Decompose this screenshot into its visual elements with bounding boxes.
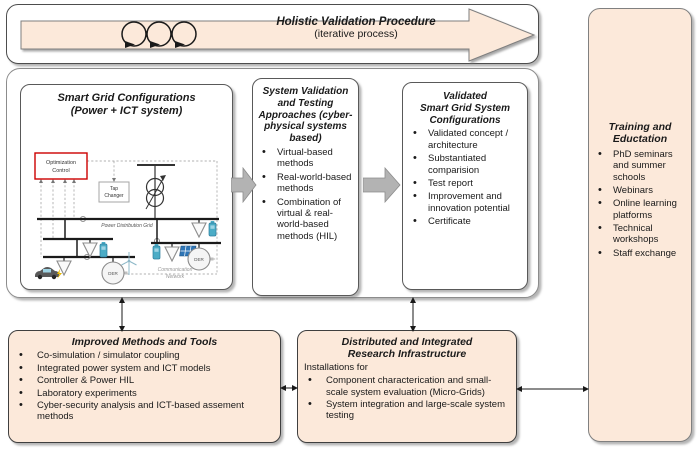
holistic-validation-banner: [6, 4, 539, 64]
banner-subtitle: (iterative process): [314, 28, 398, 40]
improved-methods-tools-box: [8, 330, 281, 443]
list-item: • Cyber-security analysis and ICT-based assement methods: [15, 400, 274, 423]
list-item: • Integrated power system and ICT models: [15, 363, 274, 374]
communication-network-label: [158, 267, 193, 280]
svg-text:Optimization: Optimization: [46, 160, 76, 166]
list-item: • Component characterication and small-scale system evaluation (Micro-Grids): [304, 375, 510, 398]
list-item: • Controller & Power HIL: [15, 375, 274, 386]
validation-box-title: System Validation and Testing Approaches (cyber-physical systems based): [258, 86, 353, 145]
banner-text: [216, 16, 496, 40]
flow-arrow-2-icon: [363, 167, 401, 203]
list-item: • Validated concept / architecture: [409, 128, 521, 151]
research-infrastructure-box: [297, 330, 517, 443]
improved-box-title: Improved Methods and Tools: [71, 336, 218, 348]
validated-box-title: Validated Smart Grid System Configurations: [419, 91, 511, 126]
installations-for-label: Installations for: [304, 361, 368, 373]
training-box-title: Training and Eductation: [608, 121, 672, 146]
training-education-box: [588, 8, 692, 442]
ev-car-icon: [35, 267, 62, 279]
list-item: • System integration and large-scale system testing: [304, 399, 510, 422]
svg-text:Communication: Communication: [157, 267, 193, 273]
list-item: • Virtual-based methods: [258, 147, 353, 170]
list-item: • Real-world-based methods: [258, 172, 353, 195]
svg-text:Control: Control: [52, 168, 70, 174]
list-item: • Combination of virtual & real-world-based methods (HIL): [258, 197, 353, 243]
smart-grid-configurations-box: [20, 84, 233, 290]
svg-text:Tap: Tap: [109, 186, 119, 192]
validated-configurations-box: [402, 82, 528, 290]
list-item: • Technical workshops: [594, 223, 686, 246]
validated-bullet-list: [409, 128, 521, 227]
list-item: • Test report: [409, 178, 521, 189]
power-grid-label: Power Distribution Grid: [101, 223, 153, 229]
list-item: • Certificate: [409, 216, 521, 227]
list-item: • Laboratory experiments: [15, 388, 274, 399]
svg-text:DER: DER: [108, 271, 118, 276]
smart-grid-box-title: Smart Grid Configurations (Power + ICT system): [57, 92, 196, 117]
infrastructure-bullet-list: [304, 375, 510, 422]
flow-arrow-1-icon: [231, 167, 257, 203]
svg-text:Changer: Changer: [104, 193, 124, 199]
validation-approaches-box: [252, 78, 359, 296]
transformer-icon: [137, 165, 175, 219]
list-item: • Staff exchange: [594, 248, 686, 259]
banner-title: Holistic Validation Procedure: [276, 16, 436, 28]
optimization-control-box: [35, 153, 87, 179]
training-bullet-list: [594, 149, 686, 260]
improved-bullet-list: [15, 350, 274, 422]
list-item: • Co-simulation / simulator coupling: [15, 350, 274, 361]
list-item: • PhD seminars and summer schools: [594, 149, 686, 183]
validation-bullet-list: [258, 147, 353, 242]
svg-text:Network: Network: [165, 274, 185, 280]
infrastructure-box-title: Distributed and Integrated Research Infrastructure: [341, 336, 473, 361]
list-item: • Webinars: [594, 185, 686, 196]
smart-grid-schematic: [27, 131, 227, 285]
svg-text:DER: DER: [194, 257, 204, 262]
tap-changer-box: [99, 182, 129, 202]
list-item: • Online learning platforms: [594, 198, 686, 221]
list-item: • Improvement and innovation potential: [409, 191, 521, 214]
list-item: • Substantiated comparision: [409, 153, 521, 176]
